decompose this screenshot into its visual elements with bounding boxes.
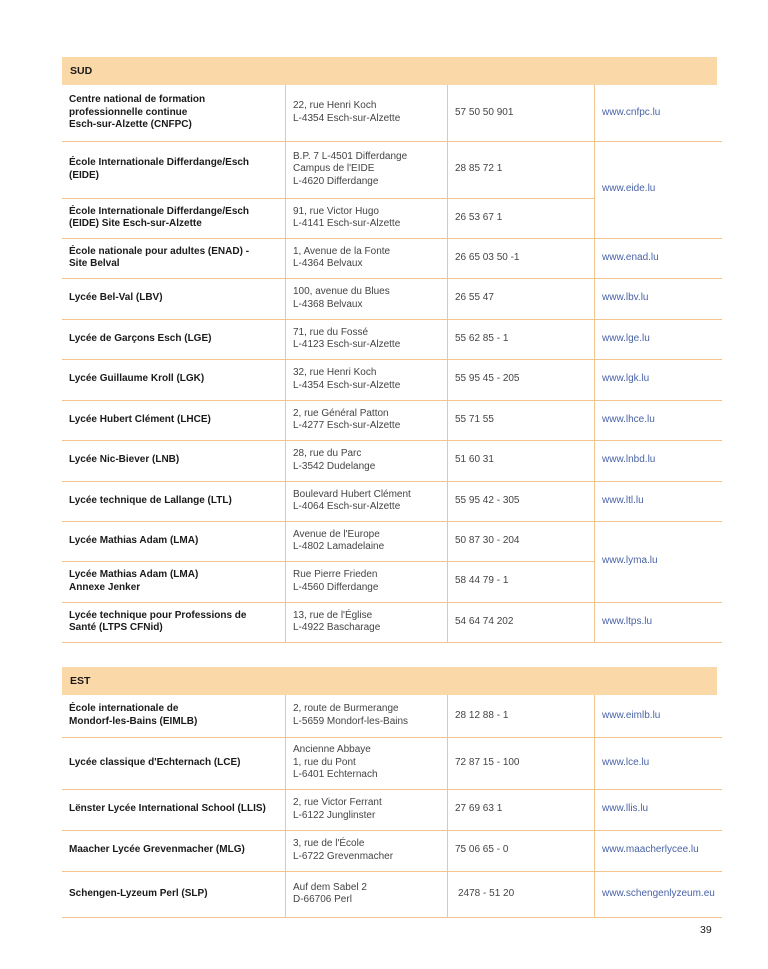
school-phone: 58 44 79 - 1	[448, 561, 595, 602]
school-website-link[interactable]: www.maacherlycee.lu	[595, 830, 723, 871]
text-line: L-4064 Esch-sur-Alzette	[293, 501, 401, 512]
text-line: 2, rue Général Patton	[293, 407, 389, 419]
school-name	[62, 830, 286, 871]
text-line: 2, route de Burmerange	[293, 703, 399, 715]
school-website-link[interactable]: www.lce.lu	[595, 737, 723, 789]
text-line: L-4802 Lamadelaine	[293, 541, 385, 552]
school-website-link[interactable]: www.lnbd.lu	[595, 440, 723, 481]
text-line: École internationale de	[69, 703, 179, 715]
school-phone: 28 12 88 - 1	[448, 695, 595, 737]
text-line: Lycée classique d'Echternach (LCE)	[69, 756, 241, 768]
text-line: Santé (LTPS CFNid)	[69, 622, 163, 633]
table-row	[62, 85, 722, 141]
section-heading: SUD	[62, 57, 717, 85]
school-website-link[interactable]: www.lgk.lu	[595, 359, 723, 400]
text-line: 32, rue Henri Koch	[293, 367, 377, 379]
school-website-link[interactable]: www.lge.lu	[595, 319, 723, 359]
school-website-link[interactable]: www.enad.lu	[595, 238, 723, 278]
school-address	[286, 198, 448, 238]
school-phone: 55 71 55	[448, 400, 595, 440]
table-row	[62, 521, 722, 561]
school-name	[62, 85, 286, 141]
school-address	[286, 830, 448, 871]
school-address	[286, 85, 448, 141]
text-line: L-4620 Differdange	[293, 175, 379, 187]
school-name	[62, 481, 286, 521]
school-phone: 26 53 67 1	[448, 198, 595, 238]
text-line: École Internationale Differdange/Esch	[69, 157, 250, 169]
table-row	[62, 830, 722, 871]
text-line: (EIDE) Site Esch-sur-Alzette	[69, 218, 202, 229]
school-website-link[interactable]: www.eimlb.lu	[595, 695, 723, 737]
school-phone: 28 85 72 1	[448, 141, 595, 198]
table-row	[62, 481, 722, 521]
school-website-link[interactable]: www.lhce.lu	[595, 400, 723, 440]
text-line: Maacher Lycée Grevenmacher (MLG)	[69, 844, 245, 856]
school-phone: 54 64 74 202	[448, 602, 595, 642]
schools-table	[62, 85, 722, 643]
school-name	[62, 238, 286, 278]
text-line: 2, rue Victor Ferrant	[293, 797, 382, 809]
text-line: D-66706 Perl	[293, 894, 352, 905]
text-line: L-6722 Grevenmacher	[293, 850, 394, 862]
school-name	[62, 440, 286, 481]
text-line: Avenue de l'Europe	[293, 528, 380, 540]
school-address	[286, 400, 448, 440]
school-phone: 75 06 65 - 0	[448, 830, 595, 871]
text-line: Lycée de Garçons Esch (LGE)	[69, 332, 212, 344]
text-line: B.P. 7 L-4501 Differdange	[293, 150, 408, 162]
text-line: 1, rue du Pont	[293, 756, 356, 768]
school-address	[286, 359, 448, 400]
text-line: 22, rue Henri Koch	[293, 100, 377, 112]
school-phone: 72 87 15 - 100	[448, 737, 595, 789]
school-website-link[interactable]: www.llis.lu	[595, 789, 723, 830]
text-line: Lycée Mathias Adam (LMA)	[69, 569, 199, 581]
text-line: L-4141 Esch-sur-Alzette	[293, 218, 401, 229]
school-phone: 51 60 31	[448, 440, 595, 481]
table-row	[62, 871, 722, 917]
school-website-link[interactable]: www.lyma.lu	[595, 521, 723, 602]
text-line: École nationale pour adultes (ENAD) -	[69, 245, 250, 257]
text-line: Lënster Lycée International School (LLIS)	[69, 803, 266, 815]
text-line: L-4368 Belvaux	[293, 298, 363, 310]
school-website-link[interactable]: www.eide.lu	[595, 141, 723, 238]
school-name	[62, 198, 286, 238]
text-line: L-4922 Bascharage	[293, 622, 381, 633]
school-name	[62, 141, 286, 198]
text-line: professionnelle continue	[69, 106, 188, 118]
text-line: École Internationale Differdange/Esch	[69, 205, 250, 217]
table-row	[62, 141, 722, 198]
text-line: Rue Pierre Frieden	[293, 569, 378, 581]
school-address	[286, 319, 448, 359]
table-row	[62, 400, 722, 440]
section-est	[62, 667, 717, 918]
school-address	[286, 602, 448, 642]
school-address	[286, 238, 448, 278]
text-line: Esch-sur-Alzette (CNFPC)	[69, 118, 192, 130]
school-name	[62, 602, 286, 642]
table-row	[62, 319, 722, 359]
text-line: Ancienne Abbaye	[293, 744, 371, 756]
text-line: Lycée Guillaume Kroll (LGK)	[69, 373, 205, 385]
table-row	[62, 789, 722, 830]
school-website-link[interactable]: www.lbv.lu	[595, 278, 723, 319]
school-website-link[interactable]: www.ltps.lu	[595, 602, 723, 642]
text-line: 13, rue de l'Église	[293, 609, 373, 621]
school-address	[286, 789, 448, 830]
text-line: 3, rue de l'École	[293, 838, 365, 850]
page-number: 39	[700, 924, 712, 936]
text-line: L-4277 Esch-sur-Alzette	[293, 420, 401, 431]
school-phone: 2478 - 51 20	[448, 871, 595, 917]
school-address	[286, 695, 448, 737]
text-line: L-3542 Dudelange	[293, 460, 376, 472]
text-line: 28, rue du Parc	[293, 448, 362, 460]
text-line: 91, rue Victor Hugo	[293, 205, 379, 217]
school-address	[286, 737, 448, 789]
text-line: Annexe Jenker	[69, 581, 141, 593]
text-line: L-5659 Mondorf-les-Bains	[293, 715, 409, 727]
text-line: (EIDE)	[69, 169, 99, 181]
school-name	[62, 561, 286, 602]
table-row	[62, 602, 722, 642]
text-line: Campus de l'EIDE	[293, 163, 375, 175]
school-name	[62, 278, 286, 319]
text-line: Lycée Mathias Adam (LMA)	[69, 534, 199, 546]
school-name	[62, 400, 286, 440]
school-name	[62, 359, 286, 400]
school-website-link[interactable]: www.cnfpc.lu	[595, 85, 723, 141]
text-line: Mondorf-les-Bains (EIMLB)	[69, 715, 198, 727]
text-line: L-6122 Junglinster	[293, 809, 376, 821]
table-row	[62, 737, 722, 789]
school-address	[286, 561, 448, 602]
text-line: L-4364 Belvaux	[293, 258, 363, 269]
text-line: L-4354 Esch-sur-Alzette	[293, 379, 401, 391]
table-row	[62, 359, 722, 400]
school-website-link[interactable]: www.ltl.lu	[595, 481, 723, 521]
school-address	[286, 481, 448, 521]
text-line: Site Belval	[69, 258, 120, 269]
text-line: L-4560 Differdange	[293, 581, 379, 593]
school-phone: 26 65 03 50 -1	[448, 238, 595, 278]
text-line: Lycée Hubert Clément (LHCE)	[69, 413, 211, 425]
school-phone: 55 95 45 - 205	[448, 359, 595, 400]
text-line: Centre national de formation	[69, 94, 206, 106]
table-row	[62, 695, 722, 737]
text-line: 71, rue du Fossé	[293, 326, 369, 338]
text-line: Lycée Nic-Biever (LNB)	[69, 454, 180, 466]
school-name	[62, 319, 286, 359]
school-website-link[interactable]: www.schengenlyzeum.eu	[595, 871, 723, 917]
table-row	[62, 238, 722, 278]
text-line: L-4123 Esch-sur-Alzette	[293, 339, 401, 350]
text-line: 1, Avenue de la Fonte	[293, 245, 391, 257]
school-phone: 26 55 47	[448, 278, 595, 319]
school-address	[286, 440, 448, 481]
text-line: Auf dem Sabel 2	[293, 881, 367, 893]
school-name	[62, 521, 286, 561]
section-heading: EST	[62, 667, 717, 695]
section-sud	[62, 57, 717, 643]
school-name	[62, 789, 286, 830]
school-phone: 27 69 63 1	[448, 789, 595, 830]
text-line: Lycée technique de Lallange (LTL)	[69, 494, 232, 506]
school-name	[62, 695, 286, 737]
text-line: Lycée technique pour Professions de	[69, 609, 247, 621]
text-line: 100, avenue du Blues	[293, 286, 390, 298]
school-name	[62, 737, 286, 789]
table-row	[62, 278, 722, 319]
school-address	[286, 521, 448, 561]
text-line: Lycée Bel-Val (LBV)	[69, 292, 163, 304]
school-phone: 55 62 85 - 1	[448, 319, 595, 359]
school-phone: 55 95 42 - 305	[448, 481, 595, 521]
school-address	[286, 278, 448, 319]
school-phone: 50 87 30 - 204	[448, 521, 595, 561]
school-address	[286, 141, 448, 198]
text-line: L-6401 Echternach	[293, 769, 378, 781]
text-line: Schengen-Lyzeum Perl (SLP)	[69, 887, 208, 899]
school-phone: 57 50 50 901	[448, 85, 595, 141]
schools-table	[62, 695, 722, 918]
text-line: Boulevard Hubert Clément	[293, 488, 411, 500]
school-address	[286, 871, 448, 917]
school-name	[62, 871, 286, 917]
text-line: L-4354 Esch-sur-Alzette	[293, 112, 401, 124]
table-row	[62, 440, 722, 481]
